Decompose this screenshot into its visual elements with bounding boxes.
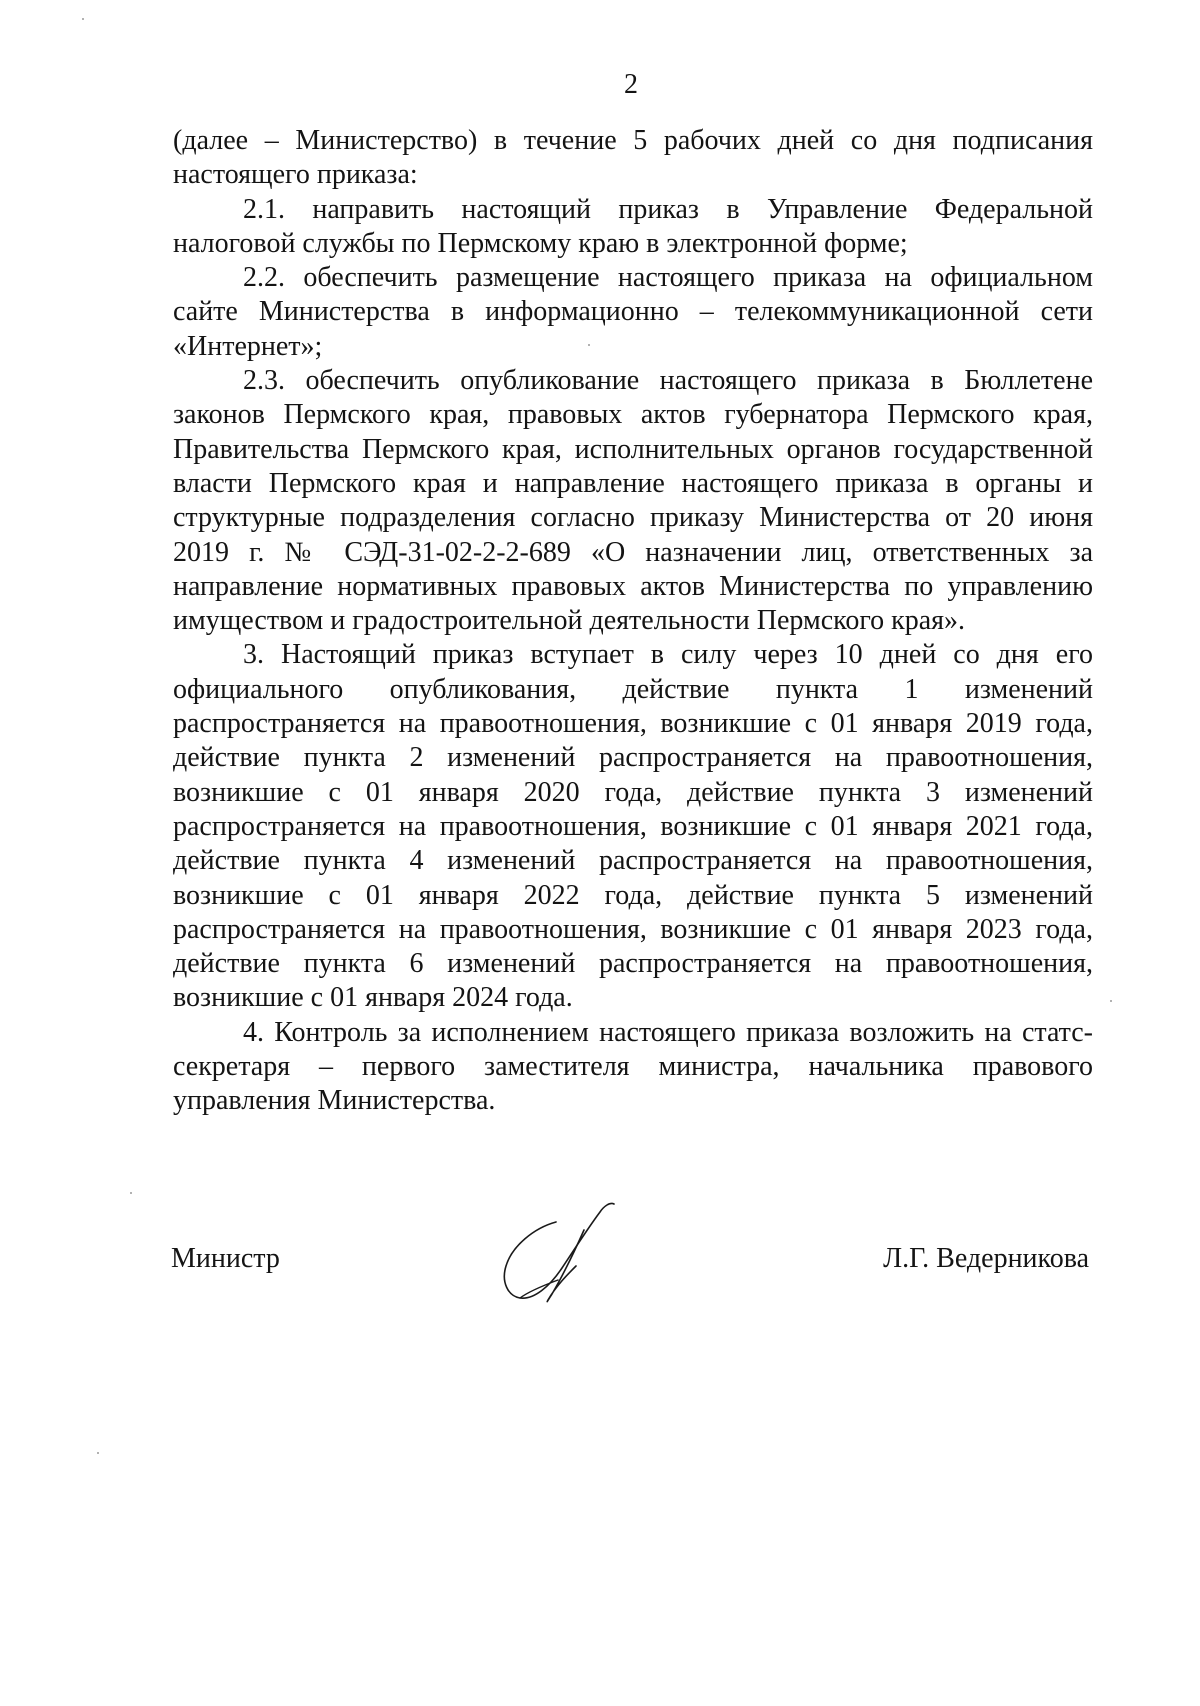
signatory-name: Л.Г. Ведерникова [883, 1243, 1089, 1274]
paragraph-2-2: 2.2. обеспечить размещение настоящего приказа на официальном сайте Министерства в информационно – телекоммуникационной сети «Интернет»; [173, 262, 1093, 362]
document-body [173, 124, 1093, 1119]
signatory-position: Министр [171, 1243, 280, 1274]
scan-speck [130, 1192, 132, 1194]
paragraph-2-3: 2.3. обеспечить опубликование настоящего приказа в Бюллетене законов Пермского края, правовых актов губернатора Пермского края, Правительства Пермского края, исполнительных органов государственной власти Пермского края и направление настоящего приказа в органы и структурные подразделения согласно приказу Министерства от 20 июня 2019 г. № СЭД-31-02-2-2-689 «О назначении лиц, ответственных за направление нормативных правовых актов Министерства по управлению имуществом и градостроительной деятельности Пермского края». [173, 365, 1093, 637]
handwritten-signature-icon [486, 1200, 636, 1310]
page-number: 2 [624, 69, 638, 100]
scan-speck [97, 1452, 99, 1454]
signature-block [171, 1200, 1089, 1340]
scan-speck [588, 344, 590, 346]
scan-speck [1110, 1000, 1112, 1002]
paragraph-3: 3. Настоящий приказ вступает в силу через 10 дней со дня его официального опубликования, действие пункта 1 изменений распространяется на правоотношения, возникшие с 01 января 2019 года, действие пункта 2 изменений распространяется на правоотношения, возникшие с 01 января 2020 года, действие пункта 3 изменений распространяется на правоотношения, возникшие с 01 января 2021 года, действие пункта 4 изменений распространяется на правоотношения, возникшие с 01 января 2022 года, действие пункта 5 изменений распространяется на правоотношения, возникшие с 01 января 2023 года, действие пункта 6 изменений распространяется на правоотношения, возникшие с 01 января 2024 года. [173, 639, 1093, 1014]
paragraph-continuation: (далее – Министерство) в течение 5 рабочих дней со дня подписания настоящего приказа: [173, 125, 1093, 191]
paragraph-2-1: 2.1. направить настоящий приказ в Управление Федеральной налоговой службы по Пермскому краю в электронной форме; [173, 193, 1093, 259]
scan-speck [82, 18, 84, 20]
paragraph-4: 4. Контроль за исполнением настоящего приказа возложить на статс-секретаря – первого заместителя министра, начальника правового управления Министерства. [173, 1016, 1093, 1117]
